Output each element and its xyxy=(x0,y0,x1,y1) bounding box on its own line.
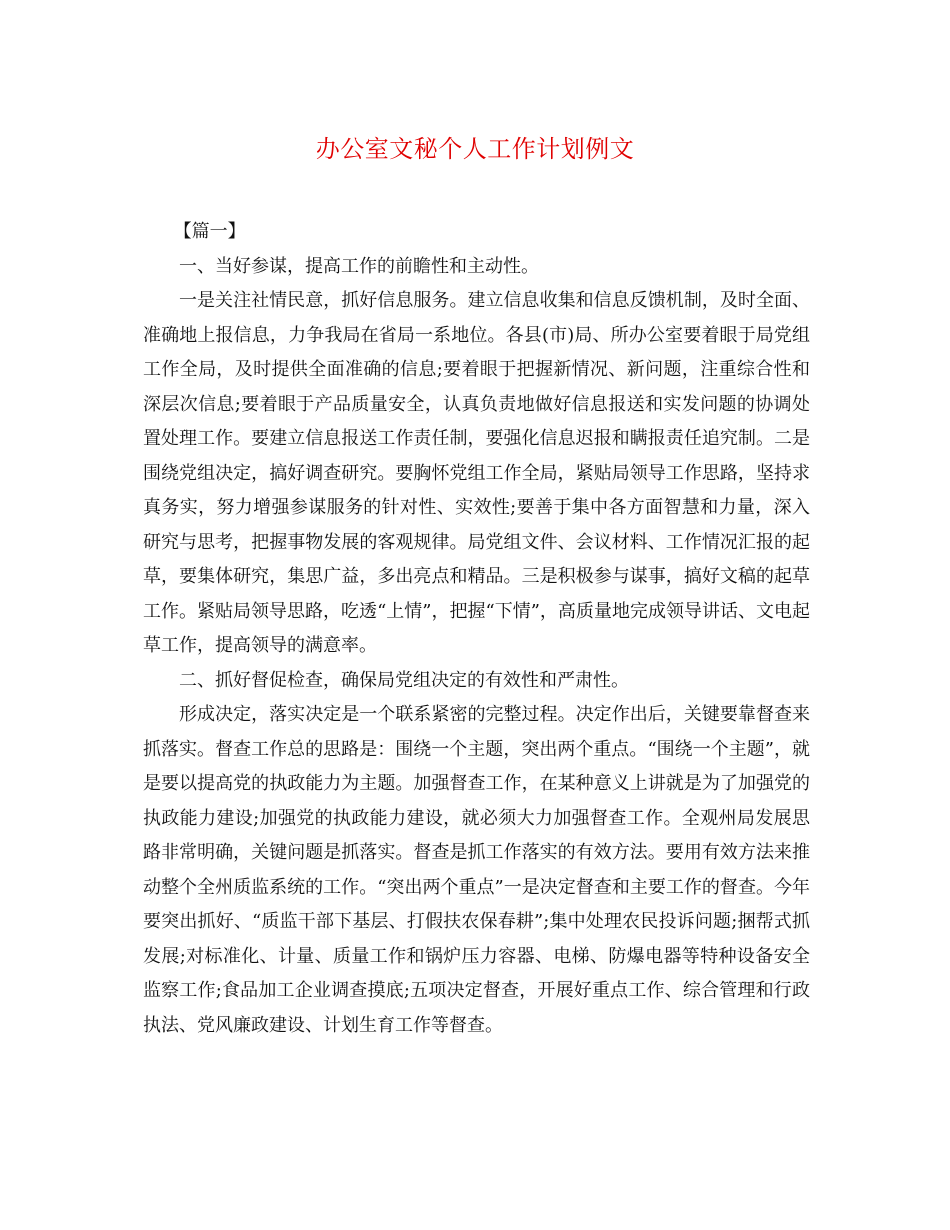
document-body xyxy=(143,215,810,1043)
section-label: 【篇一】 xyxy=(173,221,246,242)
section-heading-1: 一、当好参谋，提高工作的前瞻性和主动性。 xyxy=(179,255,539,277)
section-heading-2: 二、抓好督促检查，确保局党组决定的有效性和严肃性。 xyxy=(179,669,629,691)
body-paragraph-1: 一是关注社情民意，抓好信息服务。建立信息收集和信息反馈机制，及时全面、准确地上报信息，力争我局在省局一系地位。各县(市)局、所办公室要着眼于局党组工作全局，及时提供全面准确的信息;要着眼于把握新情况、新问题，注重综合性和深层次信息;要着眼于产品质量安全，认真负责地做好信息报送和实发问题的协调处置处理工作。要建立信息报送工作责任制，要强化信息迟报和瞒报责任追究制。二是围绕党组决定，搞好调查研究。要胸怀党组工作全局，紧贴局领导工作思路，坚持求真务实，努力增强参谋服务的针对性、实效性;要善于集中各方面智慧和力量，深入研究与思考，把握事物发展的客观规律。局党组文件、会议材料、工作情况汇报的起草，要集体研究，集思广益，多出亮点和精品。三是积极参与谋事，搞好文稿的起草工作。紧贴局领导思路，吃透“上情”，把握“下情”，高质量地完成领导讲话、文电起草工作，提高领导的满意率。 xyxy=(143,290,810,656)
document-title: 办公室文秘个人工作计划例文 xyxy=(315,135,635,163)
body-paragraph-2: 形成决定，落实决定是一个联系紧密的完整过程。决定作出后，关键要靠督查来抓落实。督查工作总的思路是：围绕一个主题，突出两个重点。“围绕一个主题”，就是要以提高党的执政能力为主题。加强督查工作，在某种意义上讲就是为了加强党的执政能力建设;加强党的执政能力建设，就必须大力加强督查工作。全观州局发展思路非常明确，关键问题是抓落实。督查是抓工作落实的有效方法。要用有效方法来推动整个全州质监系统的工作。“突出两个重点”一是决定督查和主要工作的督查。今年要突出抓好、“质监干部下基层、打假扶农保春耕”;集中处理农民投诉问题;捆帮式抓发展;对标准化、计量、质量工作和锅炉压力容器、电梯、防爆电器等特种设备安全监察工作;食品加工企业调查摸底;五项决定督查，开展好重点工作、综合管理和行政执法、党风廉政建设、计划生育工作等督查。 xyxy=(143,704,810,1036)
